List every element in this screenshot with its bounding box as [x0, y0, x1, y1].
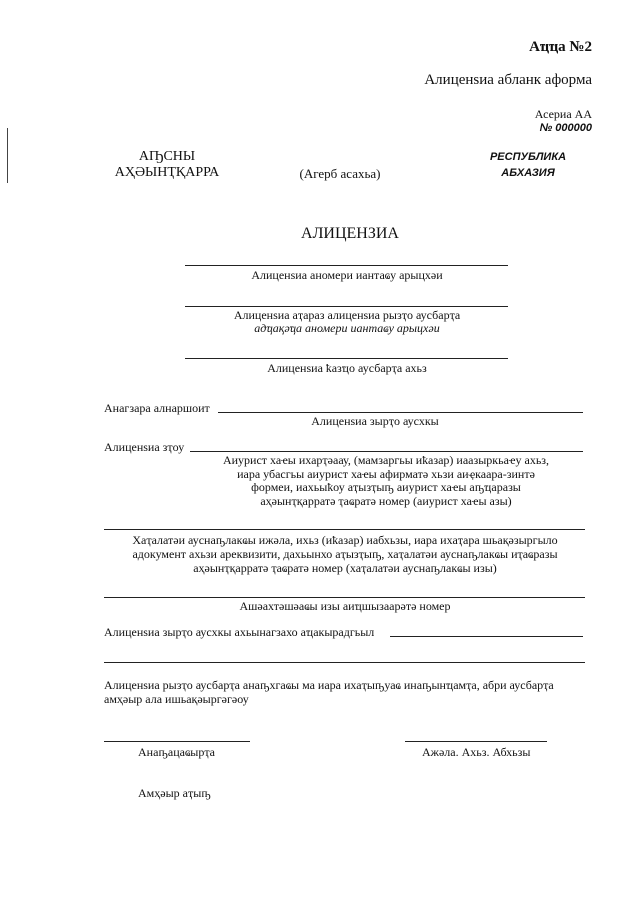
activity-line[interactable]	[218, 412, 583, 413]
holder-note-4: аҳәынҭқарратә ҭаҩратә номер (аиурист хаҽы азы)	[260, 494, 512, 508]
seal-place-label: Амҳәыр аҭыҧ	[138, 786, 211, 800]
issuer-line[interactable]	[185, 358, 508, 359]
reg-number-label: Алиценѕиа аномери иантаҩу арыцхәи	[251, 268, 443, 282]
validity-text-1: Алиценѕиа рызҭо аусбарҭа анаҧхгаҩы ма иара ихаҭыҧуаҩ инаҧынҵамҭа, абри аусбарҭа	[104, 678, 554, 692]
territory-line[interactable]	[390, 636, 583, 637]
signature-line-right[interactable]	[405, 741, 547, 742]
reg-number-line[interactable]	[185, 265, 508, 266]
country-abkhaz-line1: АҦСНЫ	[138, 149, 196, 164]
decision-label-sub: адҵақәҵа аномери иантаҩу арыцхәи	[254, 321, 440, 335]
holder-note-1: Аиурист хаҽы ихарҭәаау, (мамзаргьы иҟазар) иаазыркьаҽу ахьз,	[222, 453, 550, 467]
form-title: Алиценѕиа абланк аформа	[424, 72, 592, 88]
emblem-placeholder: (Агерб асахьа)	[299, 166, 381, 181]
margin-mark	[7, 128, 8, 183]
entrepreneur-note-3: аҳәынҭқарратә ҭаҩратә номер (хаҭалатәи ауснаҧлакҩы изы)	[193, 561, 497, 575]
form-number: № 000000	[539, 122, 592, 134]
issuer-label: Алиценѕиа ҟазҵо аусбарҭа ахьз	[267, 361, 427, 375]
territory-line-2[interactable]	[104, 662, 585, 663]
activity-prefix: Анагзара алнаршоит	[104, 401, 210, 415]
taxpayer-label: Ашәахтәшәаҩы изы аиҵшызаарәтә номер	[239, 599, 451, 613]
signature-label-right: Ажәла. Ахьз. Абхьзы	[422, 745, 531, 759]
validity-text-2: амҳәыр ала ишьақәыргәгәоу	[104, 692, 249, 706]
decision-line[interactable]	[185, 306, 508, 307]
holder-line[interactable]	[190, 451, 583, 452]
entrepreneur-note-2: адокумент ахьзи ареквизити, дахьынхо аҭызҭыҧ, хаҭалатәи ауснаҧлакҩы иҭаҩразы	[132, 547, 558, 561]
taxpayer-line[interactable]	[104, 597, 585, 598]
country-russian-line2: АБХАЗИЯ	[501, 167, 555, 179]
series: Асериа АА	[534, 107, 592, 121]
holder-note-2: иара убасгьы аиурист хаҽы афирматә хьзи аиҿкаара-зинтә	[237, 467, 535, 481]
entrepreneur-line[interactable]	[104, 529, 585, 530]
country-abkhaz-line2: АҲӘЫНҬҚАРРА	[114, 165, 220, 180]
country-russian-line1: РЕСПУБЛИКА	[489, 151, 567, 163]
activity-label: Алиценѕиа зырҭо аусхкы	[311, 414, 439, 428]
holder-prefix: Алиценѕиа зҭоу	[104, 440, 185, 454]
territory-prefix: Алиценѕиа зырҭо аусхкы ахьынагзахо аҵакырадгьыл	[104, 625, 375, 639]
signature-label-left: Анаҧацаҩырҭа	[138, 745, 215, 759]
entrepreneur-note-1: Хаҭалатәи ауснаҧлакҩы ижәла, ихьз (иҟазар) иабхьзы, иара ихаҭара шьақәзыргыло	[132, 533, 558, 547]
signature-line-left[interactable]	[104, 741, 250, 742]
decision-label: Алиценѕиа аҭараз алиценѕиа рызҭо аусбарҭа	[233, 308, 461, 322]
appendix-number: Аҵҵа №2	[529, 39, 592, 55]
document-title: АЛИЦЕНЗИА	[301, 225, 399, 242]
holder-note-3: формеи, иахьыҟоу аҭызҭыҧ аиурист хаҽы аҧҵаразы	[251, 480, 521, 494]
